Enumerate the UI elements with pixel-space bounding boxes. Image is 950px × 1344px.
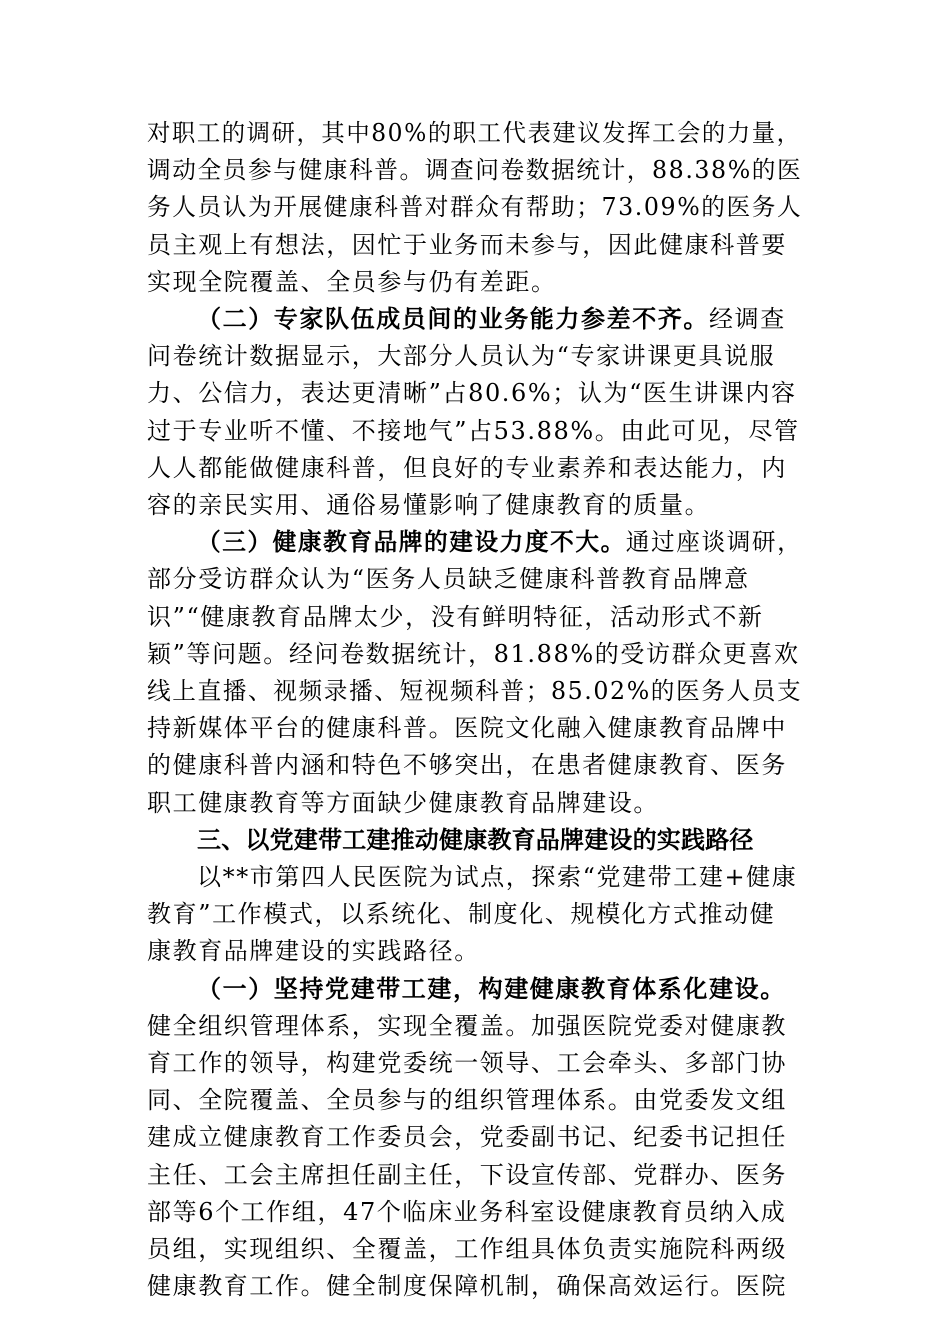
text-line: [147, 449, 787, 487]
bold-text: （一）坚持党建带工建，构建健康教育体系化建设。: [197, 973, 786, 1003]
text-line: [147, 709, 787, 747]
bold-text: （二）专家队伍成员间的业务能力参差不齐。: [197, 304, 709, 333]
text-segment: 康教育品牌建设的实践路径。: [147, 937, 480, 966]
text-segment: 问卷统计数据显示，大部分人员认为“专家讲课更具说服: [147, 342, 776, 371]
text-segment: 力、公信力，表达更清晰”占80.6%；认为“医生讲课内容: [147, 379, 797, 408]
text-line: [147, 226, 787, 264]
text-line: [197, 970, 786, 1008]
text-line: [147, 1044, 787, 1082]
text-segment: 人人都能做健康科普，但良好的专业素养和表达能力，内: [147, 453, 787, 482]
text-segment: 以**市第四人民医院为试点，探索“党建带工建+健康: [197, 863, 798, 891]
text-line: [147, 1267, 787, 1305]
text-segment: 识”“健康教育品牌太少，没有鲜明特征，活动形式不新: [147, 602, 764, 631]
text-line: [147, 1193, 786, 1231]
text-segment: 经调查: [709, 305, 786, 333]
text-line: [197, 858, 797, 896]
text-line: [147, 598, 764, 636]
text-line: [147, 672, 802, 710]
text-line: [147, 114, 802, 152]
text-segment: 容的亲民实用、通俗易懂影响了健康教育的质量。: [147, 491, 711, 519]
text-segment: 对职工的调研，其中80%的职工代表建议发挥工会的力量，: [147, 119, 802, 147]
text-line: [147, 151, 802, 189]
text-segment: 线上直播、视频录播、短视频科普；85.02%的医务人员支: [147, 677, 803, 705]
text-segment: 部等6个工作组，47个临床业务科室设健康教育员纳入成: [147, 1197, 787, 1226]
text-line: [147, 1230, 787, 1268]
text-line: [197, 523, 802, 561]
text-segment: 持新媒体平台的健康科普。医院文化融入健康教育品牌中: [147, 714, 787, 743]
text-line: [147, 486, 710, 524]
text-segment: 教育”工作模式，以系统化、制度化、规模化方式推动健: [147, 900, 776, 929]
text-line: [147, 895, 775, 933]
text-line: [147, 374, 797, 412]
text-line: [147, 1156, 787, 1194]
text-line: [147, 1118, 787, 1156]
text-segment: 的健康科普内涵和特色不够突出，在患者健康教育、医务: [147, 751, 787, 780]
text-segment: 通过座谈调研，: [625, 528, 803, 557]
text-line: [147, 784, 659, 822]
text-segment: 健全组织管理体系，实现全覆盖。加强医院党委对健康教: [147, 1011, 787, 1040]
text-line: [147, 560, 750, 598]
text-segment: 主任、工会主席担任副主任，下设宣传部、党群办、医务: [147, 1160, 787, 1189]
text-segment: 员主观上有想法，因忙于业务而未参与，因此健康科普要: [147, 230, 787, 259]
bold-text: （三）健康教育品牌的建设力度不大。: [197, 527, 626, 557]
text-segment: 同、全院覆盖、全员参与的组织管理体系。由党委发文组: [147, 1086, 787, 1115]
text-line: [147, 263, 557, 301]
text-segment: 颖”等问题。经问卷数据统计，81.88%的受访群众更喜欢: [147, 639, 800, 668]
text-line: [147, 932, 480, 970]
text-line: [147, 635, 800, 673]
text-line: [197, 300, 786, 338]
text-segment: 职工健康教育等方面缺少健康教育品牌建设。: [147, 788, 659, 817]
text-segment: 过于专业听不懂、不接地气”占53.88%。由此可见，尽管: [147, 416, 800, 445]
text-line: [147, 337, 775, 375]
text-segment: 建成立健康教育工作委员会，党委副书记、纪委书记担任: [147, 1123, 787, 1152]
text-segment: 务人员认为开展健康科普对群众有帮助；73.09%的医务人: [147, 193, 803, 222]
text-line: [147, 1007, 787, 1045]
bold-text: 三、以党建带工建推动健康教育品牌建设的实践路径: [197, 825, 754, 854]
text-line: [147, 746, 787, 784]
text-segment: 员组，实现组织、全覆盖，工作组具体负责实施院科两级: [147, 1235, 787, 1263]
text-line: [147, 1081, 787, 1119]
text-segment: 育工作的领导，构建党委统一领导、工会牵头、多部门协: [147, 1049, 787, 1077]
text-line: [147, 412, 800, 450]
text-segment: 实现全院覆盖、全员参与仍有差距。: [147, 267, 557, 296]
section-heading: [197, 821, 754, 859]
text-segment: 调动全员参与健康科普。调查问卷数据统计，88.38%的医: [147, 156, 803, 185]
text-segment: 部分受访群众认为“医务人员缺乏健康科普教育品牌意: [147, 565, 750, 594]
text-segment: 健康教育工作。健全制度保障机制，确保高效运行。医院: [147, 1272, 787, 1301]
text-line: [147, 188, 802, 226]
